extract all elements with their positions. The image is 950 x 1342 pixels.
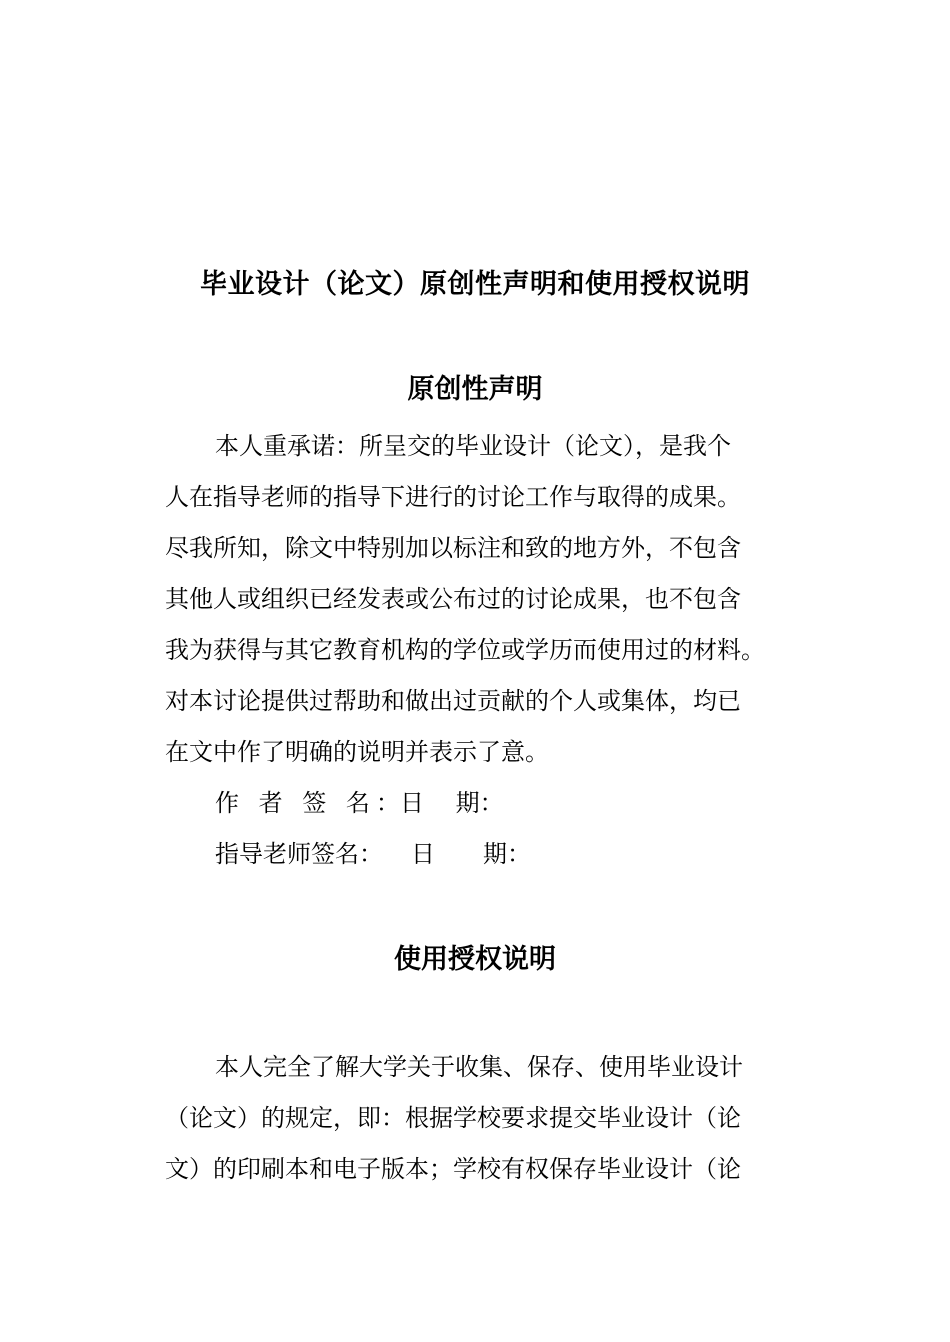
paragraph-line: 其他人或组织已经发表或公布过的讨论成果，也不包含 [165,585,741,613]
paragraph-line: 尽我所知，除文中特别加以标注和致的地方外，不包含 [165,534,741,562]
advisor-signature-row [215,829,561,880]
authorization-heading: 使用授权说明 [394,944,556,975]
author-signature-row [215,778,540,829]
paragraph-line: 本人重承诺：所呈交的毕业设计（论文），是我个 [215,432,731,460]
paragraph-line: 人在指导老师的指导下进行的讨论工作与取得的成果。 [165,483,741,511]
author-signature-label: 作 者 签 名： [215,789,406,817]
paragraph-line: 我为获得与其它教育机构的学位或学历而使用过的材料。 [165,636,765,664]
advisor-date-label: 日 期： [411,840,531,868]
originality-heading: 原创性声明 [407,374,543,405]
author-date-label: 日 期： [400,789,504,817]
paragraph-line: （论文）的规定，即：根据学校要求提交毕业设计（论 [165,1104,741,1132]
paragraph-line: 对本讨论提供过帮助和做出过贡献的个人或集体，均已 [165,687,741,715]
paragraph-line: 在文中作了明确的说明并表示了意。 [165,738,549,766]
paragraph-line: 本人完全了解大学关于收集、保存、使用毕业设计 [215,1053,743,1081]
document-title: 毕业设计（论文）原创性声明和使用授权说明 [200,269,750,300]
advisor-signature-label: 指导老师签名： [215,840,383,868]
originality-statement [165,421,795,778]
paragraph-line: 文）的印刷本和电子版本；学校有权保存毕业设计（论 [165,1155,741,1183]
authorization-statement [165,1042,795,1195]
